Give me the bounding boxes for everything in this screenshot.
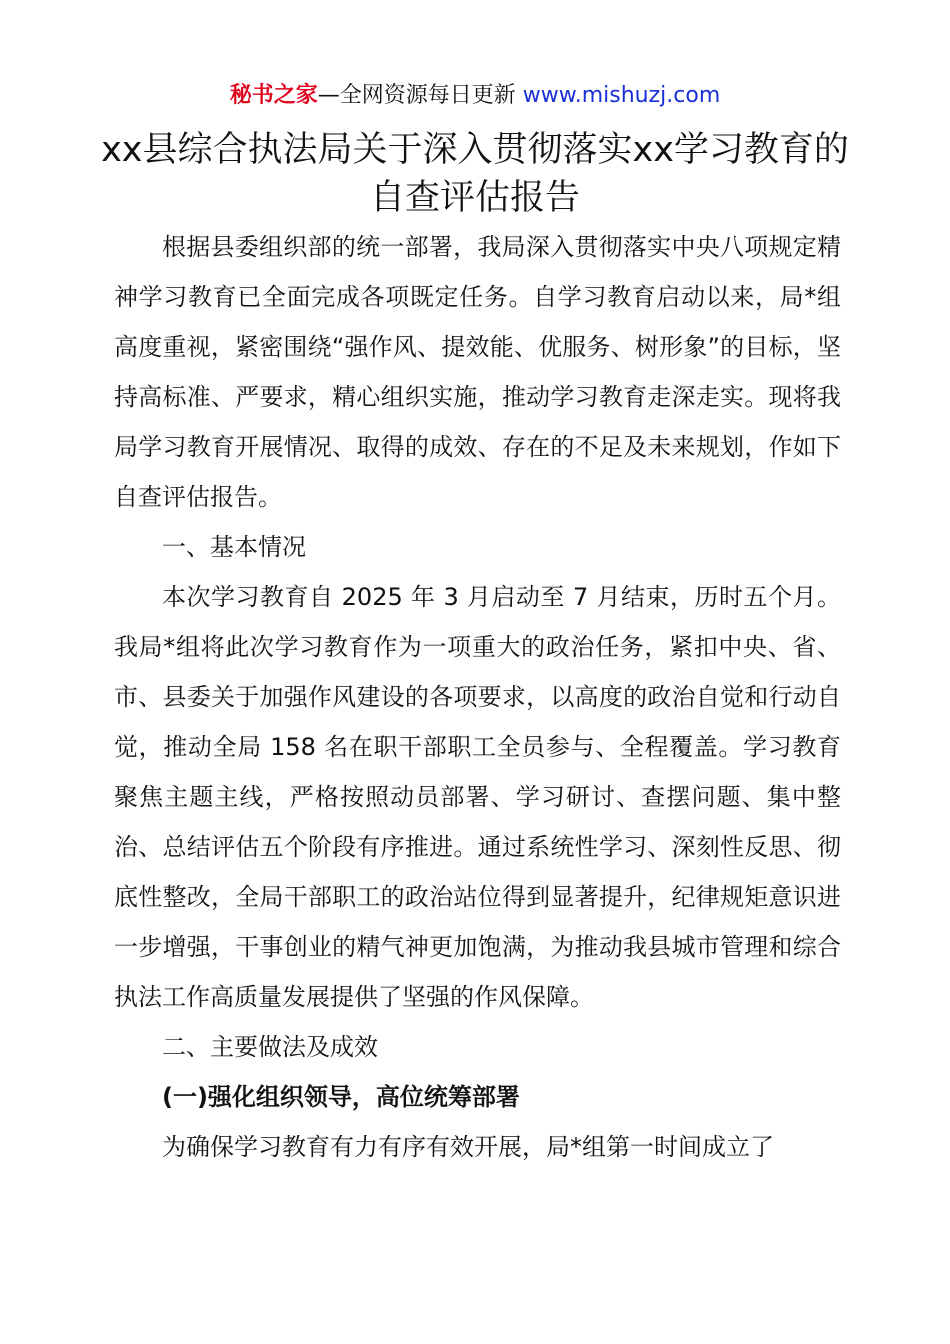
section-1-paragraph: 本次学习教育自 2025 年 3 月启动至 7 月结束，历时五个月。我局*组将此次学习教育作为一项重大的政治任务，紧扣中央、省、市、县委关于加强作风建设的各项要求，以高度的政治自觉和行动自觉，推动全局 158 名在职干部职工全员参与、全程覆盖。学习教育聚焦主题主线，严格按照动员部署、学习研讨、查摆问题、集中整治、总结评估五个阶段有序推进。通过系统性学习、深刻性反思、彻底性整改，全局干部职工的政治站位得到显著提升，纪律规矩意识进一步增强，干事创业的精气神更加饱满，为推动我县城市管理和综合执法工作高质量发展提供了坚强的作风保障。 bbox=[114, 583, 841, 1011]
header-tagline: —全网资源每日更新 bbox=[317, 83, 523, 108]
subsection-1-heading: (一)强化组织领导，高位统筹部署 bbox=[162, 1083, 520, 1111]
brand-name: 秘书之家 bbox=[229, 83, 318, 108]
site-url-link[interactable]: www.mishuzj.com bbox=[522, 83, 721, 108]
subsection-1-paragraph: 为确保学习教育有力有序有效开展，局*组第一时间成立了 bbox=[162, 1133, 774, 1161]
section-1-heading: 一、基本情况 bbox=[162, 533, 306, 561]
section-2-heading: 二、主要做法及成效 bbox=[162, 1033, 378, 1061]
intro-paragraph: 根据县委组织部的统一部署，我局深入贯彻落实中央八项规定精神学习教育已全面完成各项既定任务。自学习教育启动以来，局*组高度重视，紧密围绕“强作风、提效能、优服务、树形象”的目标，坚持高标准、严要求，精心组织实施，推动学习教育走深走实。现将我局学习教育开展情况、取得的成效、存在的不足及未来规划，作如下自查评估报告。 bbox=[114, 233, 841, 511]
document-body bbox=[114, 222, 841, 1172]
document-title: xx县综合执法局关于深入贯彻落实xx学习教育的自查评估报告 bbox=[101, 130, 849, 218]
site-header bbox=[0, 80, 950, 112]
